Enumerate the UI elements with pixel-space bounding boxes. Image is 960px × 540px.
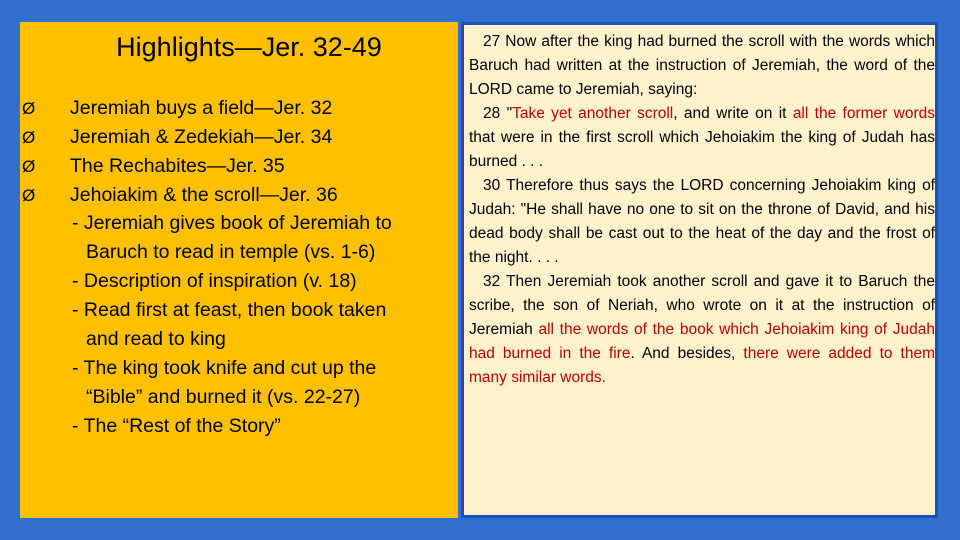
scripture-panel bbox=[461, 22, 938, 518]
detail-line: and read to king bbox=[86, 328, 226, 350]
bullet-text: Jeremiah buys a field—Jer. 32 bbox=[70, 97, 333, 119]
arrow-bullet-icon: Ø bbox=[22, 99, 36, 118]
list-item bbox=[20, 181, 458, 210]
highlighted-phrase: there were added to them many similar words. bbox=[469, 345, 936, 386]
list-item bbox=[20, 152, 458, 181]
highlighted-phrase: all the former words bbox=[792, 105, 935, 122]
arrow-bullet-icon: Ø bbox=[22, 186, 36, 205]
arrow-bullet-icon: Ø bbox=[22, 128, 36, 147]
highlighted-phrase: Take yet another scroll bbox=[512, 105, 674, 122]
verse-30: 30 Therefore thus says the LORD concerning Jehoiakim king of Judah: "He shall have no one to sit on the throne of David, and his dead body shall be cast out to the heat of the day and the frost of the night. . . . bbox=[469, 177, 935, 266]
scripture-text bbox=[466, 30, 938, 390]
verse-27: 27 Now after the king had burned the scroll with the words which Baruch had written at the instruction of Jeremiah, the word of the LORD came to Jeremiah, saying: bbox=[469, 33, 935, 98]
detail-line: - The king took knife and cut up the bbox=[72, 357, 377, 379]
verse-28: 28 "Take yet another scroll, and write on it all the former words that were in the first scroll which Jehoiakim the king of Judah has burned . . . bbox=[469, 105, 935, 170]
scroll-details bbox=[20, 209, 458, 441]
detail-line: - Read first at feast, then book taken bbox=[72, 299, 387, 321]
highlights-list bbox=[20, 94, 458, 210]
arrow-bullet-icon: Ø bbox=[22, 157, 36, 176]
bullet-text: The Rechabites—Jer. 35 bbox=[70, 155, 285, 177]
highlighted-phrase: all the words of the book which Jehoiakim king of Judah had burned in the fire bbox=[469, 321, 935, 362]
list-item bbox=[20, 94, 458, 123]
bullet-text: Jeremiah & Zedekiah—Jer. 34 bbox=[70, 126, 333, 148]
detail-line: - Jeremiah gives book of Jeremiah to bbox=[72, 212, 392, 234]
bullet-text: Jehoiakim & the scroll—Jer. 36 bbox=[70, 184, 338, 206]
detail-line: “Bible” and burned it (vs. 22-27) bbox=[86, 386, 361, 408]
list-item bbox=[20, 123, 458, 152]
detail-line: Baruch to read in temple (vs. 1-6) bbox=[86, 241, 376, 263]
detail-line: - Description of inspiration (v. 18) bbox=[72, 270, 357, 292]
detail-line: - The “Rest of the Story” bbox=[72, 415, 281, 437]
highlights-panel bbox=[20, 22, 458, 518]
slide-title: Highlights—Jer. 32-49 bbox=[116, 32, 382, 62]
verse-32: 32 Then Jeremiah took another scroll and gave it to Baruch the scribe, the son of Neriah, who wrote on it at the instruction of Jeremiah all the words of the book which Jehoiakim king of Judah had burned in the fire. And besides, there were added to them many similar words. bbox=[469, 273, 936, 386]
